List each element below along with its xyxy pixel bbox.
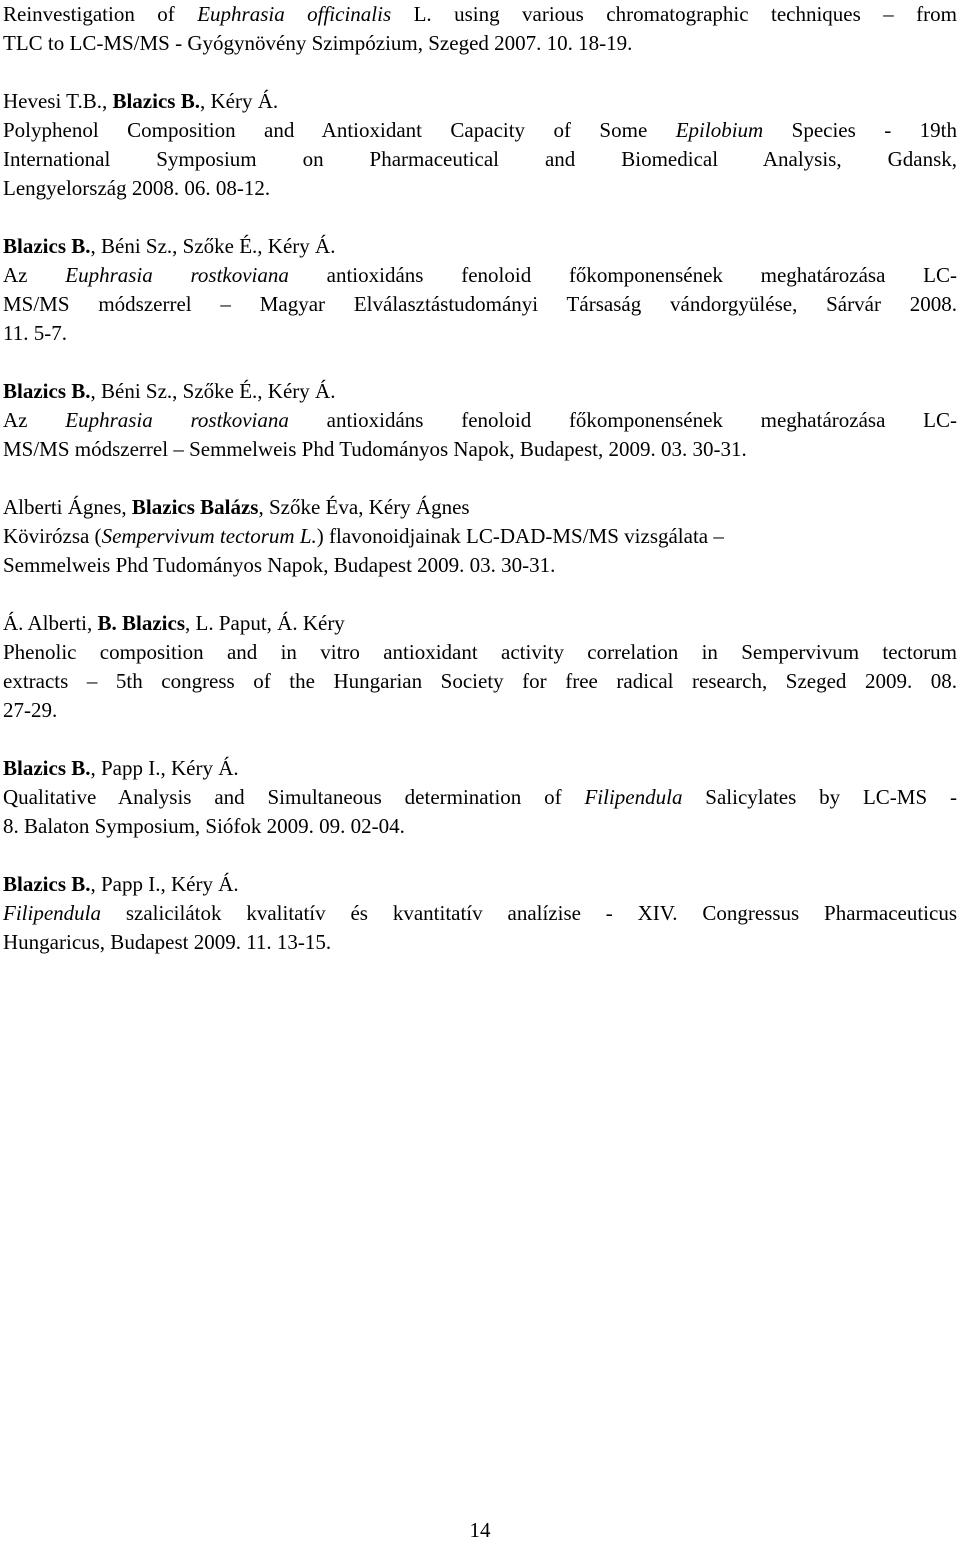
publication-entry <box>3 754 957 841</box>
entry-text-line <box>3 290 957 319</box>
entry-text-line <box>3 812 957 841</box>
text-segment: ) flavonoidjainak LC-DAD-MS/MS vizsgálata – <box>316 524 724 548</box>
italic-term: Euphrasia officinalis <box>197 2 392 26</box>
entry-authors-line <box>3 87 957 116</box>
author-highlight: Blazics B. <box>3 234 91 258</box>
entry-authors-line <box>3 493 957 522</box>
text-segment: Polyphenol Composition and Antioxidant Capacity of Some <box>3 118 676 142</box>
text-segment: 27-29. <box>3 698 58 722</box>
entry-text-line <box>3 783 957 812</box>
entry-authors-line <box>3 870 957 899</box>
page-number: 14 <box>469 1518 491 1542</box>
text-segment: , Béni Sz., Szőke É., Kéry Á. <box>90 379 336 403</box>
italic-term: Euphrasia rostkoviana <box>65 408 289 432</box>
publication-entry <box>3 87 957 203</box>
entry-text-line <box>3 638 957 667</box>
entry-text-line <box>3 261 957 290</box>
text-segment: 8. Balaton Symposium, Siófok 2009. 09. 02-04. <box>3 814 405 838</box>
publication-entry <box>3 232 957 348</box>
author-highlight: B. Blazics <box>97 611 185 635</box>
italic-term: Epilobium <box>675 118 764 142</box>
author-highlight: Blazics B. <box>3 379 91 403</box>
entry-text-line <box>3 116 957 145</box>
text-segment: antioxidáns fenoloid főkomponensének meghatározása LC- <box>288 408 957 432</box>
entry-text-line <box>3 899 957 928</box>
italic-term: Sempervivum tectorum L. <box>101 524 317 548</box>
publication-entry <box>3 493 957 580</box>
entry-text-line <box>3 696 957 725</box>
entry-text-line <box>3 551 957 580</box>
author-highlight: Blazics B. <box>112 89 200 113</box>
entry-authors-line <box>3 377 957 406</box>
author-highlight: Blazics B. <box>3 756 91 780</box>
publication-entry <box>3 870 957 957</box>
text-segment: , Szőke Éva, Kéry Ágnes <box>258 495 470 519</box>
text-segment: Az <box>3 408 66 432</box>
text-segment: Qualitative Analysis and Simultaneous determination of <box>3 785 585 809</box>
publication-entry <box>3 0 957 58</box>
text-segment: , Papp I., Kéry Á. <box>90 872 239 896</box>
text-segment: L. using various chromatographic techniques – from <box>391 2 957 26</box>
italic-term: Euphrasia rostkoviana <box>65 263 289 287</box>
publication-entry <box>3 609 957 725</box>
text-segment: MS/MS módszerrel – Semmelweis Phd Tudományos Napok, Budapest, 2009. 03. 30-31. <box>3 437 747 461</box>
entry-text-line <box>3 667 957 696</box>
text-segment: , L. Paput, Á. Kéry <box>185 611 345 635</box>
text-segment: International Symposium on Pharmaceutical and Biomedical Analysis, Gdansk, <box>3 147 957 171</box>
publication-list <box>3 0 957 986</box>
entry-authors-line <box>3 609 957 638</box>
text-segment: , Kéry Á. <box>199 89 279 113</box>
text-segment: Semmelweis Phd Tudományos Napok, Budapest 2009. 03. 30-31. <box>3 553 556 577</box>
text-segment: Salicylates by LC-MS - <box>682 785 957 809</box>
text-segment: Á. Alberti, <box>3 611 98 635</box>
text-segment: , Papp I., Kéry Á. <box>90 756 239 780</box>
text-segment: Hevesi T.B., <box>3 89 113 113</box>
text-segment: Phenolic composition and in vitro antioxidant activity correlation in Sempervivum tectorum <box>3 640 957 664</box>
entry-authors-line <box>3 754 957 783</box>
entry-text-line <box>3 406 957 435</box>
entry-text-line <box>3 145 957 174</box>
author-highlight: Blazics B. <box>3 872 91 896</box>
publication-entry <box>3 377 957 464</box>
italic-term: Filipendula <box>584 785 683 809</box>
entry-text-line <box>3 522 957 551</box>
entry-text-line <box>3 928 957 957</box>
text-segment: Reinvestigation of <box>3 2 198 26</box>
text-segment: , Béni Sz., Szőke É., Kéry Á. <box>90 234 336 258</box>
text-segment: antioxidáns fenoloid főkomponensének meghatározása LC- <box>288 263 957 287</box>
text-segment: Species - 19th <box>763 118 957 142</box>
text-segment: extracts – 5th congress of the Hungarian Society for free radical research, Szeged 2009. 08. <box>3 669 957 693</box>
author-highlight: Blazics Balázs <box>131 495 259 519</box>
text-segment: Lengyelország 2008. 06. 08-12. <box>3 176 271 200</box>
entry-authors-line <box>3 0 957 29</box>
text-segment: Kövirózsa ( <box>3 524 102 548</box>
text-segment: Hungaricus, Budapest 2009. 11. 13-15. <box>3 930 332 954</box>
text-segment: Alberti Ágnes, <box>3 495 132 519</box>
text-segment: TLC to LC-MS/MS - Gyógynövény Szimpózium, Szeged 2007. 10. 18-19. <box>3 31 633 55</box>
entry-text-line <box>3 319 957 348</box>
text-segment: 11. 5-7. <box>3 321 67 345</box>
entry-authors-line <box>3 232 957 261</box>
text-segment: Az <box>3 263 66 287</box>
entry-text-line <box>3 29 957 58</box>
text-segment: szalicilátok kvalitatív és kvantitatív analízise - XIV. Congressus Pharmaceuticus <box>101 901 957 925</box>
entry-text-line <box>3 174 957 203</box>
italic-term: Filipendula <box>3 901 101 925</box>
text-segment: MS/MS módszerrel – Magyar Elválasztástudományi Társaság vándorgyülése, Sárvár 2008. <box>3 292 957 316</box>
entry-text-line <box>3 435 957 464</box>
